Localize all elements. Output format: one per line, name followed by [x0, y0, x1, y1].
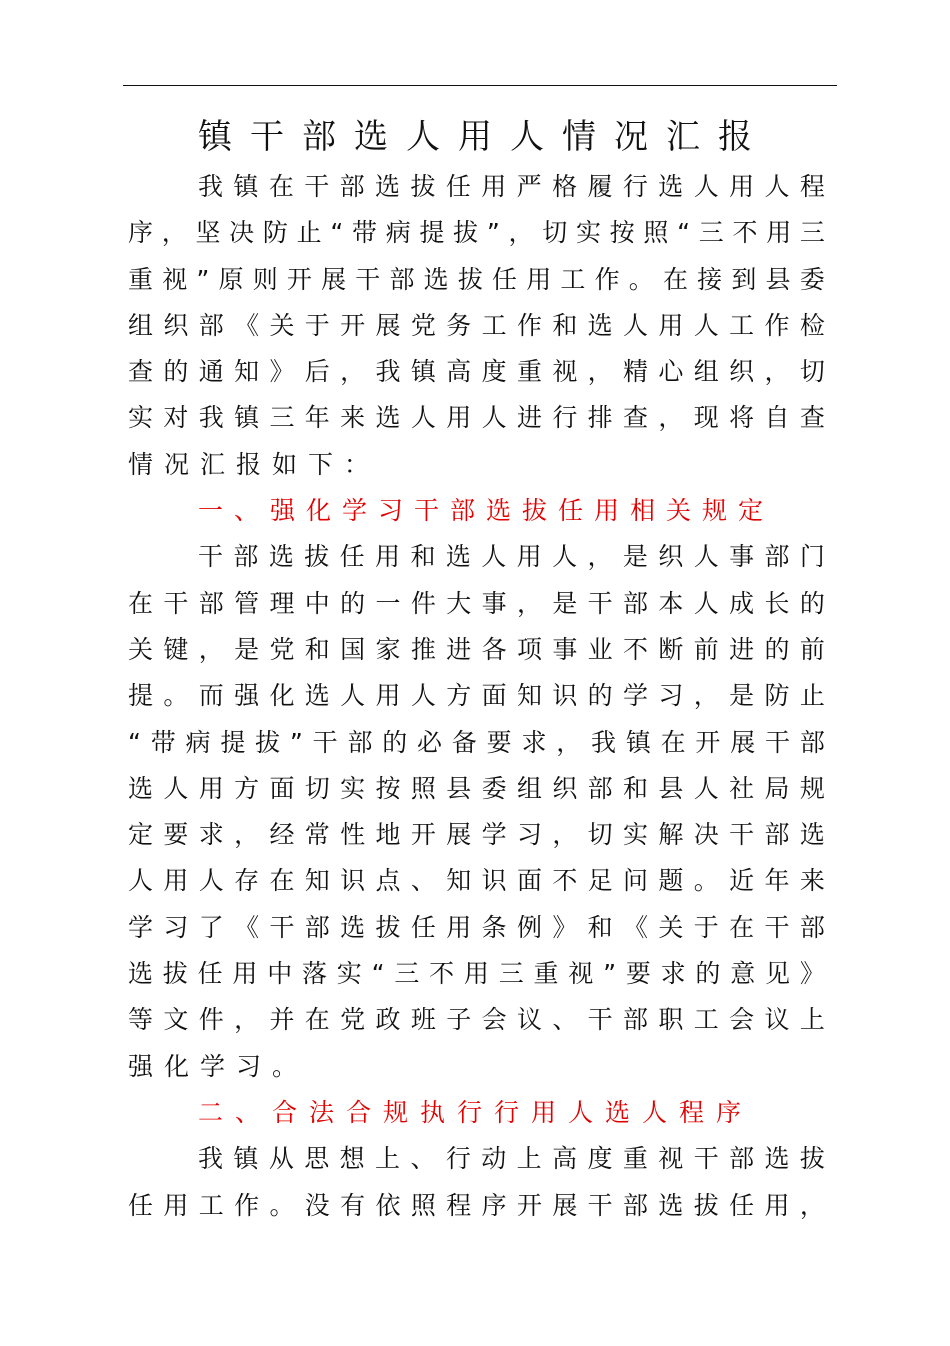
text-line: 提 。 而 强 化 选 人 用 人 方 面 知 识 的 学 习 ， 是 防 止: [128, 681, 825, 711]
header-rule: [123, 85, 837, 86]
document-title: 镇干部选人用人情况汇报: [198, 117, 770, 157]
section-heading-2: 二、合法合规执行行用人选人程序: [198, 1097, 754, 1127]
text-line: 定 要 求 ， 经 常 性 地 开 展 学 习 ， 切 实 解 决 干 部 选: [128, 820, 825, 850]
text-line: 干 部 选 拔 任 用 和 选 人 用 人 ， 是 织 人 事 部 门: [198, 542, 825, 572]
section-heading-1: 一、强化学习干部选拔任用相关规定: [198, 496, 775, 526]
text-line: 组 织 部 《 关 于 开 展 党 务 工 作 和 选 人 用 人 工 作 检: [128, 310, 825, 340]
text-line: 序 ， 坚 决 防 止 “ 带 病 提 拔 ” ， 切 实 按 照 “ 三 不 用 三: [128, 218, 825, 248]
text-line: 学 习 了 《 干 部 选 拔 任 用 条 例 》 和 《 关 于 在 干 部: [128, 912, 825, 942]
text-line: 选 拔 任 用 中 落 实 “ 三 不 用 三 重 视 ” 要 求 的 意 见 》: [128, 959, 825, 989]
text-line: “ 带 病 提 拔 ” 干 部 的 必 备 要 求 ， 我 镇 在 开 展 干 部: [128, 727, 825, 757]
text-line: 在 干 部 管 理 中 的 一 件 大 事 ， 是 干 部 本 人 成 长 的: [128, 588, 825, 618]
text-line: 重 视 ” 原 则 开 展 干 部 选 拔 任 用 工 作 。 在 接 到 县 委: [128, 264, 825, 294]
text-line: 实 对 我 镇 三 年 来 选 人 用 人 进 行 排 查 ， 现 将 自 查: [128, 403, 825, 433]
text-line: 强化学习。: [128, 1051, 309, 1081]
text-line: 我 镇 在 干 部 选 拔 任 用 严 格 履 行 选 人 用 人 程: [198, 172, 825, 201]
text-line: 我 镇 从 思 想 上 、 行 动 上 高 度 重 视 干 部 选 拔: [198, 1144, 825, 1174]
text-line: 情况汇报如下：: [128, 449, 381, 479]
text-line: 等 文 件 ， 并 在 党 政 班 子 会 议 、 干 部 职 工 会 议 上: [128, 1005, 825, 1035]
text-line: 关 键 ， 是 党 和 国 家 推 进 各 项 事 业 不 断 前 进 的 前: [128, 634, 825, 664]
text-line: 人 用 人 存 在 知 识 点 、 知 识 面 不 足 问 题 。 近 年 来: [128, 866, 825, 896]
text-line: 查 的 通 知 》 后 ， 我 镇 高 度 重 视 ， 精 心 组 织 ， 切: [128, 357, 825, 387]
text-line: 选 人 用 方 面 切 实 按 照 县 委 组 织 部 和 县 人 社 局 规: [128, 773, 825, 803]
text-line: 任 用 工 作 。 没 有 依 照 程 序 开 展 干 部 选 拔 任 用 ，: [128, 1190, 825, 1220]
document-body: [128, 164, 825, 1229]
